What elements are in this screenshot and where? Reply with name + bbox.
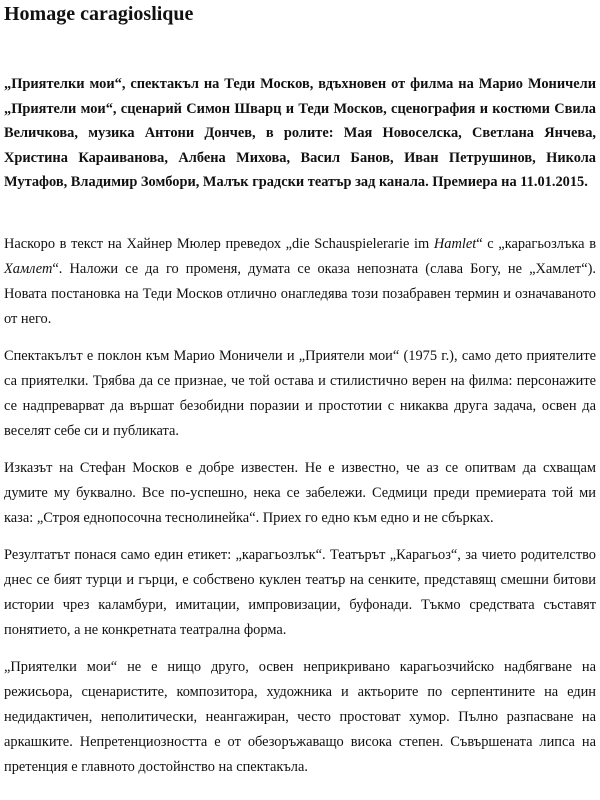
paragraph-3: Изказът на Стефан Москов е добре известен. Не е известно, че аз се опитвам да схващам думите му буквално. Все по-успешно, нека се забележи. Седмици преди премиерата той ми каза: „Строя еднопосочна теснолинейка“. Приех го едно към едно и не сбърках. xyxy=(4,459,596,526)
paragraph-4: Резултатът понася само един етикет: „карагьозлък“. Театърът „Карагьоз“, за чието родителство днес се бият турци и гърци, е собствено куклен театър на сенките, представящ смешни битови истории чрез каламбури, имитации, импровизации, буфонади. Тъкмо средствата съставят понятието, а не конкретната театрална форма. xyxy=(4,546,596,638)
paragraph-5: „Приятелки мои“ не е нищо друго, освен неприкривано карагьозчийско надбягване на режисьора, сценаристите, композитора, художника и актьорите по серпентините на един недидактичен, неполитически, неангажиран, често простоват хумор. Пълно разпасване на аркашките. Непретенциозността е от обезоръжаващо висока степен. Съвършената липса на претенция е главното достойнство на спектакъла. xyxy=(4,658,596,775)
paragraph-1 xyxy=(4,232,596,332)
paragraph-1-text-c: “ с „карагьозлъка в xyxy=(476,235,597,252)
hamlet-italic-en: Hamlet xyxy=(433,235,477,252)
paragraph-2: Спектакълът е поклон към Марио Моничели и „Приятели мои“ (1975 г.), само дето приятелите са приятелки. Трябва да се признае, че той остава и стилистично верен на филма: персонажите се надпреварват да вършат безобидни поразии и простотии с никаква друга задача, освен да веселят себе си и публиката. xyxy=(4,347,596,439)
paragraph-1-text-a: Наскоро в текст на Хайнер Мюлер преведох „die Schauspielerarie im xyxy=(4,235,434,252)
paragraph-1-text-e: “. Наложи се да го променя, думата се оказа непозната (слава Богу, не „Хамлет“). Новата постановка на Теди Москов отлично онагледява този позабравен термин и означаваното от него. xyxy=(4,260,596,327)
production-credits: „Приятелки мои“, спектакъл на Теди Москов, вдъхновен от филма на Марио Моничели „Приятели мои“, сценарий Симон Шварц и Теди Москов, сценография и костюми Свила Величкова, музика Антони Дончев, в ролите: Мая Новоселска, Светлана Янчева, Христина Караиванова, Албена Михова, Васил Банов, Иван Петрушинов, Никола Мутафов, Владимир Зомбори, Малък градски театър зад канала. Премиера на 11.01.2015. xyxy=(4,76,596,190)
hamlet-italic-bg: Хамлет xyxy=(4,260,53,277)
article-title: Homage caragioslique xyxy=(4,3,194,25)
